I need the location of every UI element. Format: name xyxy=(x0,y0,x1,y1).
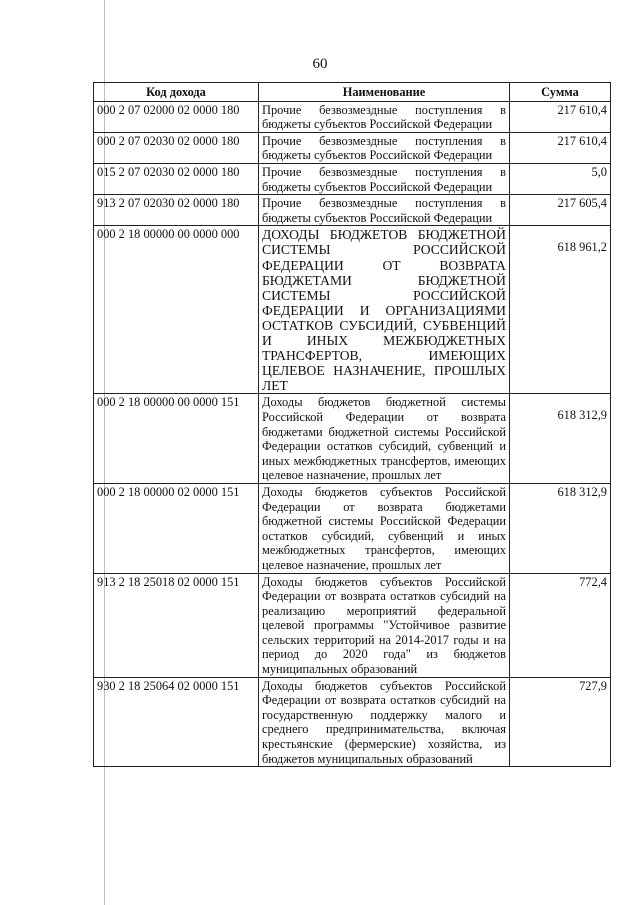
page-number: 60 xyxy=(312,56,328,72)
header-name: Наименование xyxy=(259,83,510,102)
income-name: Прочие безвозмездные поступления в бюджеты субъектов Российской Федерации xyxy=(259,163,510,194)
header-code: Код дохода xyxy=(94,83,259,102)
income-name: Прочие безвозмездные поступления в бюджеты субъектов Российской Федерации xyxy=(259,132,510,163)
income-sum: 5,0 xyxy=(510,163,611,194)
income-code: 015 2 07 02030 02 0000 180 xyxy=(94,163,259,194)
income-code: 913 2 07 02030 02 0000 180 xyxy=(94,195,259,226)
income-sum: 217 610,4 xyxy=(510,101,611,132)
income-code: 000 2 18 00000 02 0000 151 xyxy=(94,483,259,573)
income-name: ДОХОДЫ БЮДЖЕТОВ БЮДЖЕТНОЙ СИСТЕМЫ РОССИЙСКОЙ ФЕДЕРАЦИИ ОТ ВОЗВРАТА БЮДЖЕТАМИ БЮДЖЕТНОЙ СИСТЕМЫ РОССИЙСКОЙ ФЕДЕРАЦИИ И ОРГАНИЗАЦИЯМИ ОСТАТКОВ СУБСИДИЙ, СУБВЕНЦИЙ И ИНЫХ МЕЖБЮДЖЕТНЫХ ТРАНСФЕРТОВ, ИМЕЮЩИХ ЦЕЛЕВОЕ НАЗНАЧЕНИЕ, ПРОШЛЫХ ЛЕТ xyxy=(259,226,510,394)
income-name: Доходы бюджетов бюджетной системы Российской Федерации от возврата бюджетами бюджетной системы Российской Федерации остатков субсидий, субвенций и иных межбюджетных трансфертов, имеющих целевое назначение, прошлых лет xyxy=(259,394,510,484)
income-code: 000 2 18 00000 00 0000 151 xyxy=(94,394,259,484)
income-name: Прочие безвозмездные поступления в бюджеты субъектов Российской Федерации xyxy=(259,195,510,226)
table-row xyxy=(94,573,611,677)
income-sum: 217 610,4 xyxy=(510,132,611,163)
income-name: Доходы бюджетов субъектов Российской Федерации от возврата остатков субсидий на государственную поддержку малого и среднего предпринимательства, включая крестьянские (фермерские) хозяйства, из бюджетов муниципальных образований xyxy=(259,677,510,767)
header-sum: Сумма xyxy=(510,83,611,102)
income-table xyxy=(93,82,611,767)
table-row xyxy=(94,101,611,132)
table-row xyxy=(94,226,611,394)
income-sum: 618 961,2 xyxy=(510,226,611,394)
income-code: 913 2 18 25018 02 0000 151 xyxy=(94,573,259,677)
income-code: 000 2 07 02030 02 0000 180 xyxy=(94,132,259,163)
table-header-row xyxy=(94,83,611,102)
table-row xyxy=(94,394,611,484)
income-sum: 217 605,4 xyxy=(510,195,611,226)
table-row xyxy=(94,163,611,194)
income-name: Доходы бюджетов субъектов Российской Федерации от возврата остатков субсидий на реализацию мероприятий федеральной целевой программы "Устойчивое развитие сельских территорий на 2014-2017 годы и на период до 2020 года" из бюджетов муниципальных образований xyxy=(259,573,510,677)
income-name: Прочие безвозмездные поступления в бюджеты субъектов Российской Федерации xyxy=(259,101,510,132)
income-code: 000 2 07 02000 02 0000 180 xyxy=(94,101,259,132)
income-sum: 727,9 xyxy=(510,677,611,767)
table-row xyxy=(94,132,611,163)
income-name: Доходы бюджетов субъектов Российской Федерации от возврата бюджетами бюджетной системы Российской Федерации остатков субсидий, субвенций и иных межбюджетных трансфертов, имеющих целевое назначение, прошлых лет xyxy=(259,483,510,573)
income-sum: 618 312,9 xyxy=(510,394,611,484)
table-row xyxy=(94,677,611,767)
income-code: 930 2 18 25064 02 0000 151 xyxy=(94,677,259,767)
income-sum: 618 312,9 xyxy=(510,483,611,573)
table-row xyxy=(94,483,611,573)
table-row xyxy=(94,195,611,226)
income-code: 000 2 18 00000 00 0000 000 xyxy=(94,226,259,394)
income-sum: 772,4 xyxy=(510,573,611,677)
